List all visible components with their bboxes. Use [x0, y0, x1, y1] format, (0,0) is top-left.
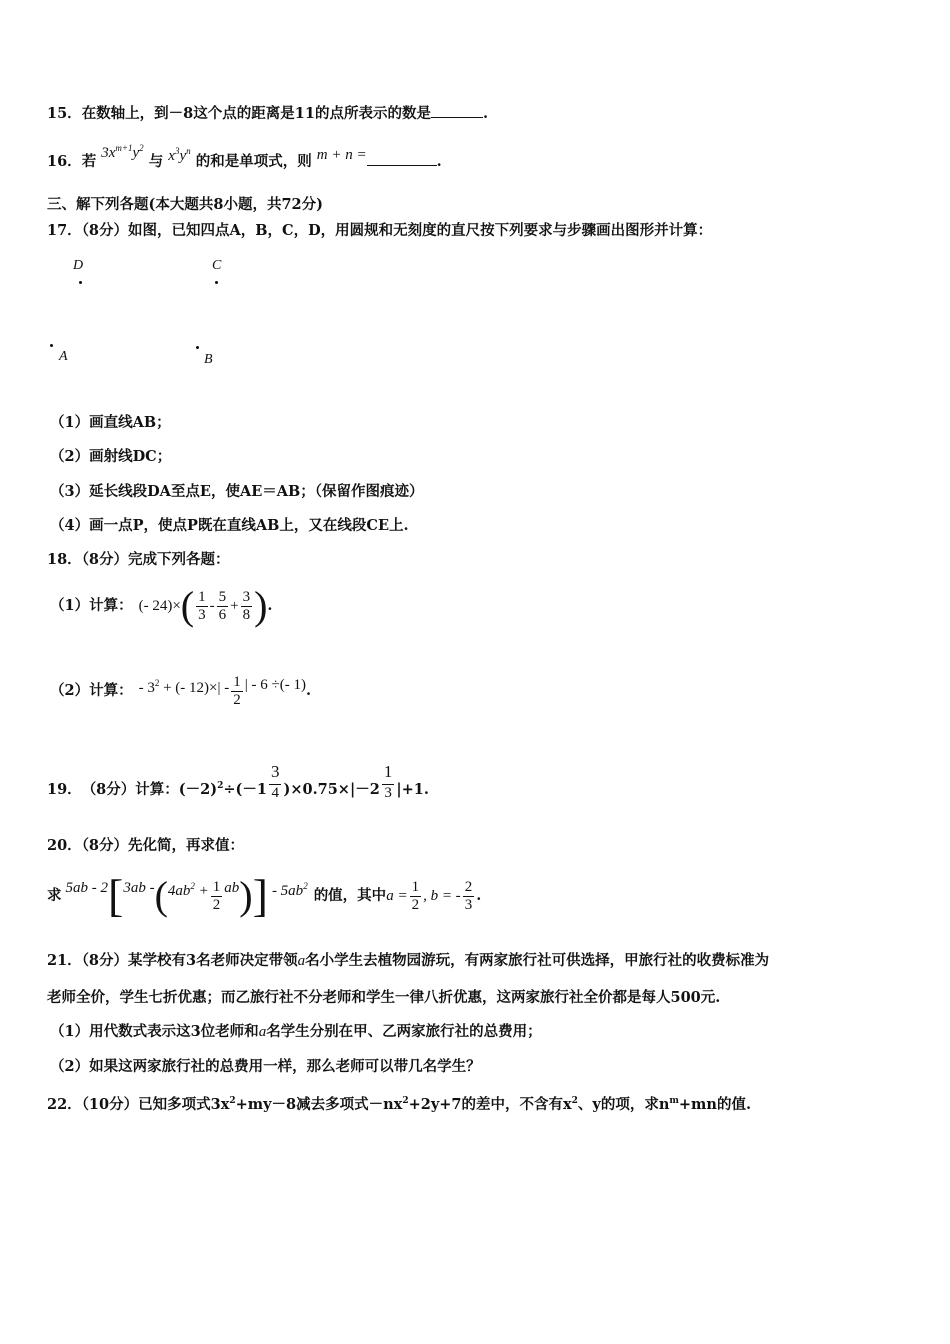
question-15: 15．在数轴上，到－8这个点的距离是11的点所表示的数是 . — [47, 105, 489, 122]
q18-part-1: （1）计算： (- 24)× ( $\frac{1}{3}$ - $\frac{5}{6}$ + $\frac{3}{8}$ ) . — [50, 583, 273, 628]
question-21: 21．（8分）某学校有3名老师决定带领a名小学生去植物园游玩，有两家旅行社可供选择，甲旅行社的收费标准为 — [47, 952, 770, 969]
point-c — [215, 281, 218, 284]
q15-number: 15． — [47, 105, 82, 122]
question-18: 18．（8分）完成下列各题： — [47, 551, 230, 568]
q20-expression: 求 5ab - 2 [ 3ab - ( $4ab^2$ + $\frac{1}{2}$ ab ) ] - $5ab^2$ 的值，其中 a = $\frac{1}{2}$ , b = - $\frac{2}{3}$ . — [47, 870, 482, 921]
q21-part-1: （1）用代数式表示这3位老师和a名学生分别在甲、乙两家旅行社的总费用； — [50, 1023, 542, 1040]
answer-blank — [431, 103, 483, 118]
monomial-1: $3x^{m+1}y^2$ — [101, 143, 144, 161]
point-d — [79, 281, 82, 284]
question-22: 22．（10分）已知多项式$3x^2+my-8$减去多项式$-nx^2+2y+7$的差中，不含有$x^2$、y的项，求$n^m+mn$的值. — [47, 1095, 751, 1113]
q21-part-2: （2）如果这两家旅行社的总费用一样，那么老师可以带几名学生？ — [50, 1058, 481, 1075]
point-b — [196, 346, 199, 349]
q17-part-3: （3）延长线段DA至点E，使AE＝AB；（保留作图痕迹） — [50, 483, 424, 500]
question-17: 17．（8分）如图，已知四点A，B，C，D，用圆规和无刻度的直尺按下列要求与步骤画出图形并计算： — [47, 222, 713, 239]
answer-blank — [367, 151, 437, 166]
monomial-2: $x^3y^n$ — [168, 146, 191, 164]
sum-expression: m + n = — [316, 147, 367, 163]
q18-part-2: （2）计算： - $3^2$ + (- 12)×| - $\frac{1}{2}$ | - 6 ÷(- 1) . — [50, 673, 312, 708]
q17-part-2: （2）画射线DC； — [50, 448, 172, 465]
question-20: 20．（8分）先化简，再求值： — [47, 837, 245, 854]
point-d-label: D — [73, 258, 84, 273]
q15-text: 在数轴上，到－8这个点的距离是11的点所表示的数是 — [81, 105, 431, 122]
question-19: 19． （8分）计算：$(-2)^2\div(-1$ $\frac{3}{4}$ )×0.75×|－2 $\frac{1}{3}$ |+1. — [47, 762, 429, 801]
question-16: 16．若 $3x^{m+1}y^2$ 与 $x^3y^n$ 的和是单项式，则 m + n = . — [47, 143, 442, 170]
point-c-label: C — [212, 258, 222, 273]
section-heading: 三、解下列各题(本大题共8小题，共72分) — [47, 196, 323, 213]
point-b-label: B — [204, 352, 213, 367]
q17-part-1: （1）画直线AB； — [50, 414, 171, 431]
q17-part-4: （4）画一点P，使点P既在直线AB上，又在线段CE上. — [50, 517, 409, 534]
point-a — [50, 344, 53, 347]
point-a-label: A — [59, 349, 68, 364]
q21-line-2: 老师全价，学生七折优惠；而乙旅行社不分老师和学生一律八折优惠，这两家旅行社全价都是每人500元. — [47, 989, 721, 1006]
